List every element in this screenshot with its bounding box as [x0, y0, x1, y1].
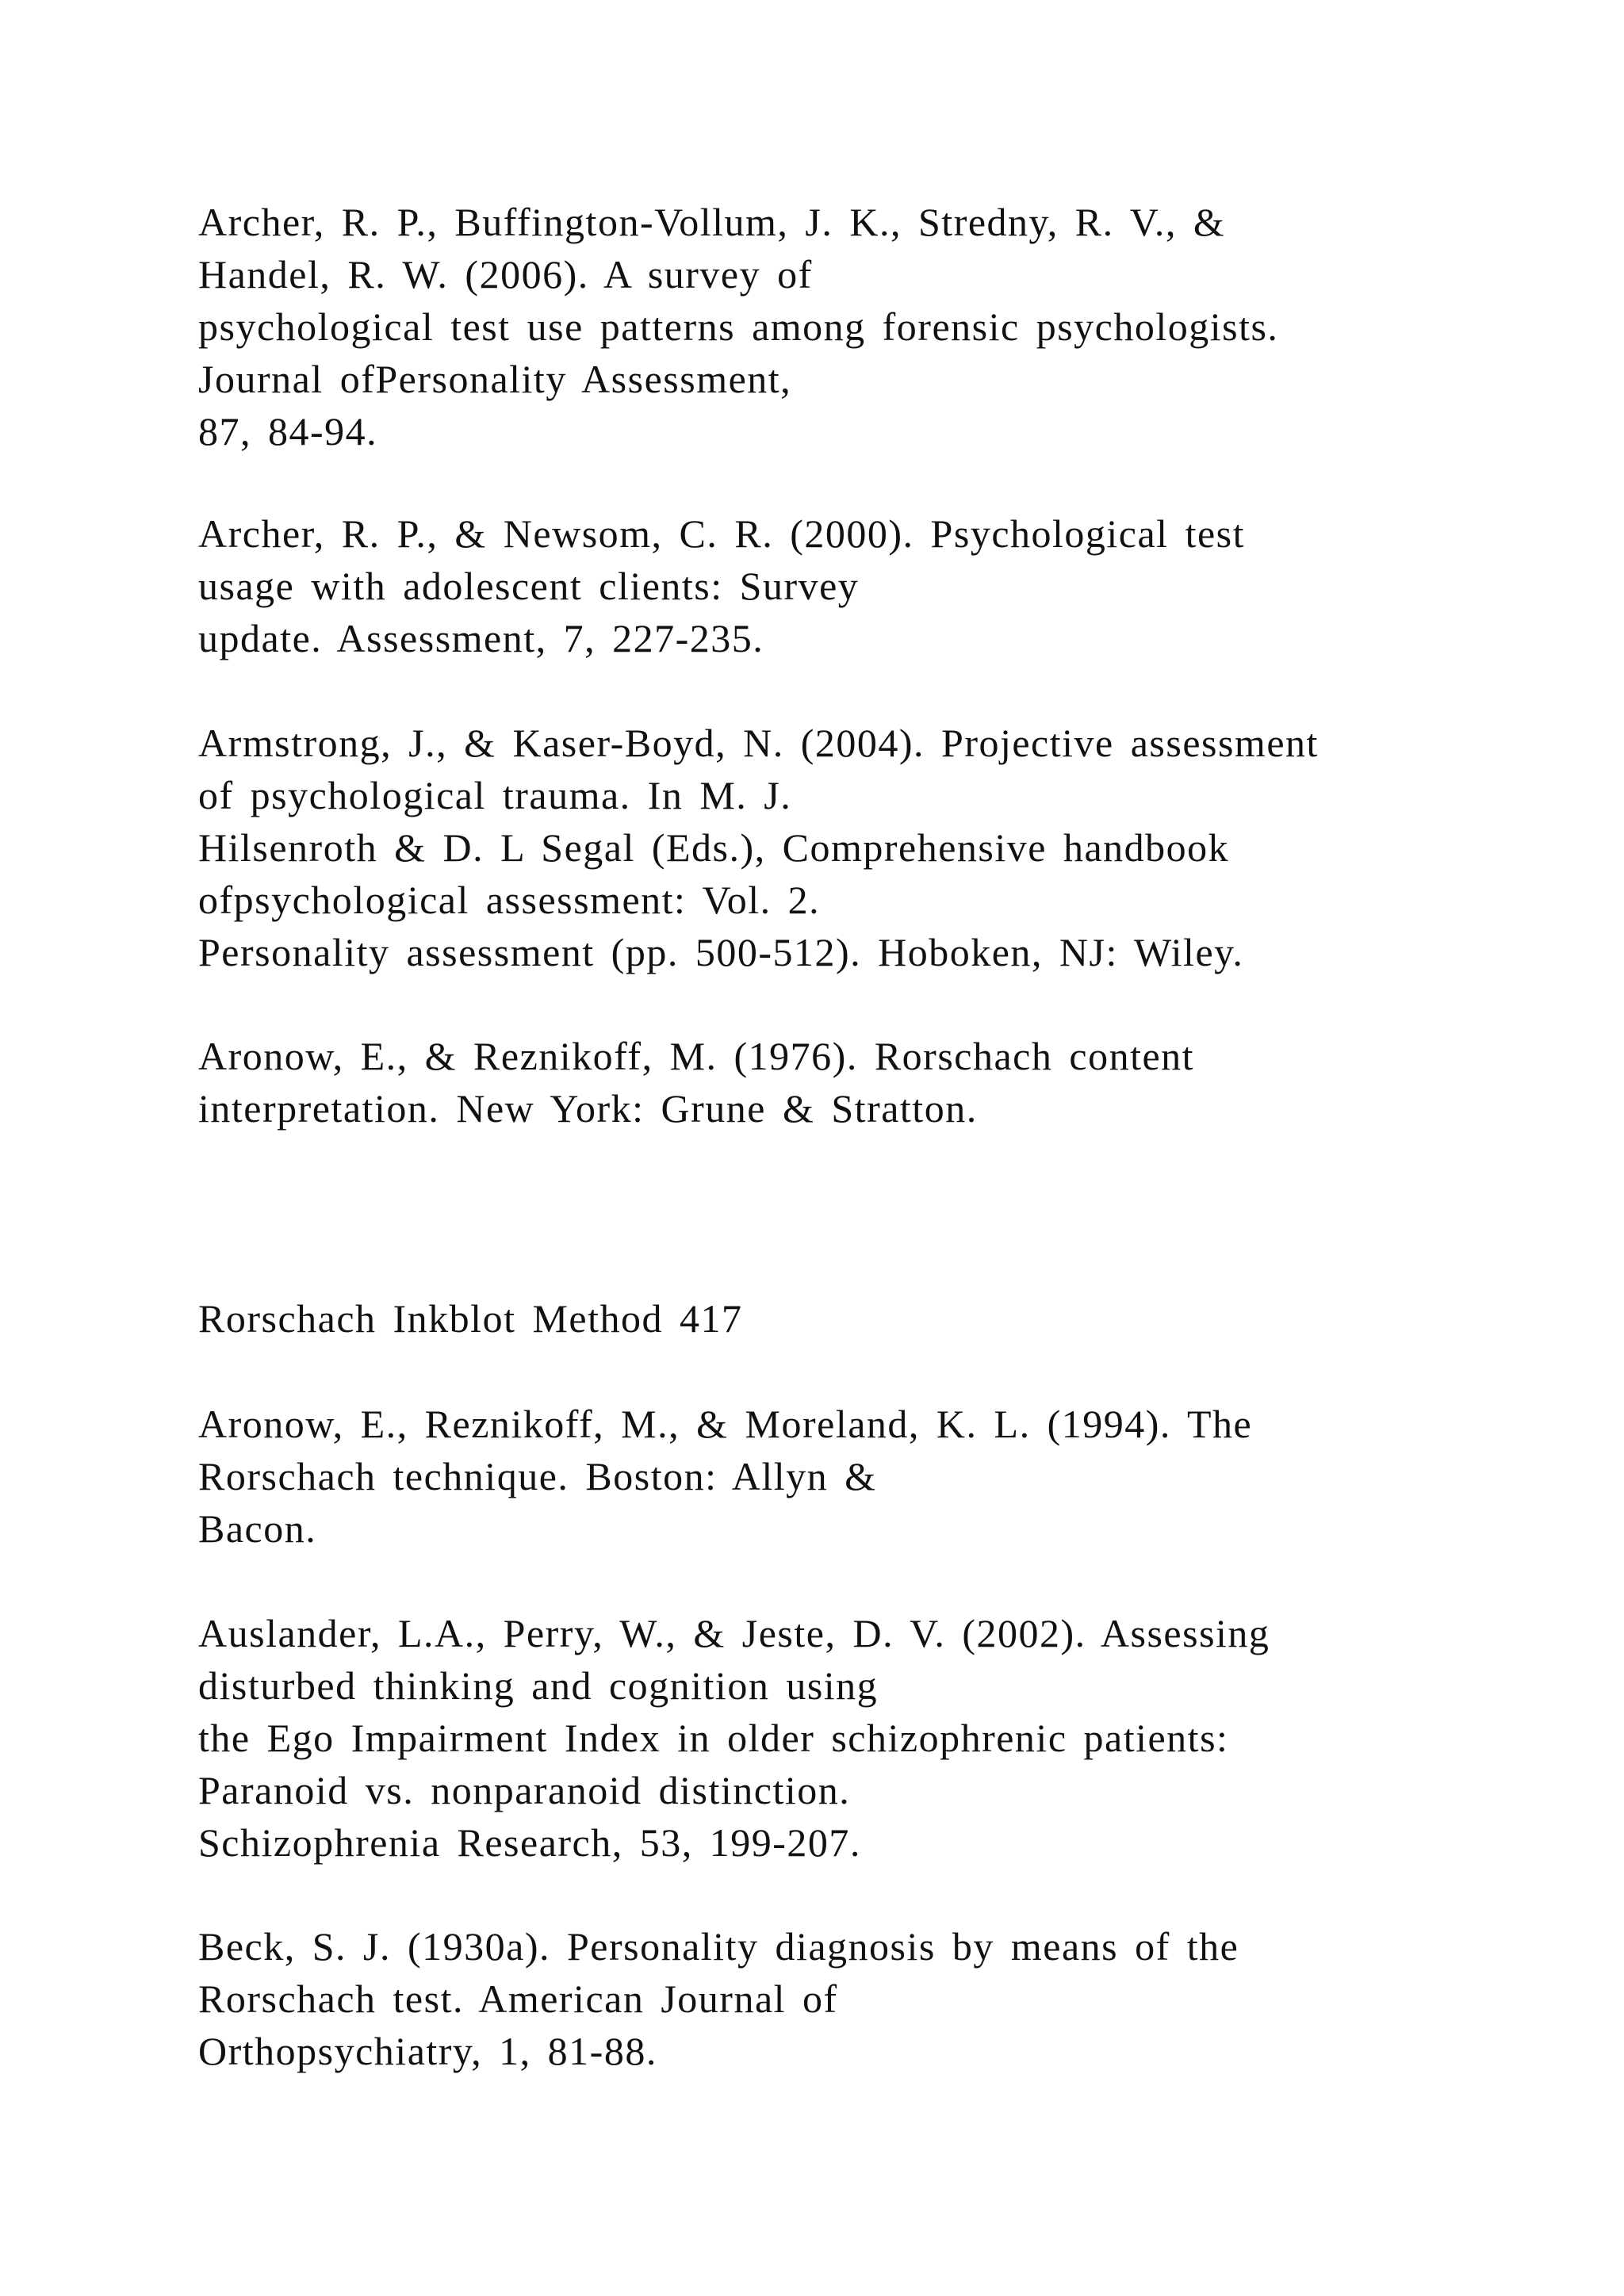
reference-line: 87, 84-94. — [198, 409, 378, 453]
reference-line: Handel, R. W. (2006). A survey of — [198, 252, 813, 297]
reference-line: Aronow, E., & Reznikoff, M. (1976). Rorschach content — [198, 1034, 1195, 1078]
reference-line: Beck, S. J. (1930a). Personality diagnosis by means of the — [198, 1924, 1239, 1969]
running-header-text: Rorschach Inkblot Method 417 — [198, 1296, 743, 1341]
reference-entry — [198, 1030, 1594, 1135]
reference-line: Archer, R. P., Buffington-Vollum, J. K., Stredny, R. V., & — [198, 200, 1226, 244]
reference-line: Auslander, L.A., Perry, W., & Jeste, D. V. (2002). Assessing — [198, 1611, 1270, 1655]
reference-line: ofpsychological assessment: Vol. 2. — [198, 878, 821, 922]
reference-line: psychological test use patterns among forensic psychologists. — [198, 304, 1279, 349]
reference-line: of psychological trauma. In M. J. — [198, 773, 792, 817]
reference-line: Paranoid vs. nonparanoid distinction. — [198, 1768, 851, 1812]
reference-entry — [198, 1398, 1594, 1555]
reference-line: Personality assessment (pp. 500-512). Hoboken, NJ: Wiley. — [198, 930, 1244, 974]
reference-line: Aronow, E., Reznikoff, M., & Moreland, K. L. (1994). The — [198, 1402, 1253, 1446]
reference-line: Archer, R. P., & Newsom, C. R. (2000). Psychological test — [198, 511, 1246, 556]
reference-line: Armstrong, J., & Kaser-Boyd, N. (2004). Projective assessment — [198, 721, 1319, 765]
reference-line: Rorschach test. American Journal of — [198, 1976, 838, 2021]
reference-line: Rorschach technique. Boston: Allyn & — [198, 1454, 877, 1498]
reference-line: update. Assessment, 7, 227-235. — [198, 616, 764, 660]
reference-entry — [198, 1920, 1594, 2077]
reference-line: Hilsenroth & D. L Segal (Eds.), Comprehensive handbook — [198, 825, 1230, 870]
reference-line: Bacon. — [198, 1506, 317, 1551]
reference-line: disturbed thinking and cognition using — [198, 1663, 879, 1708]
reference-line: the Ego Impairment Index in older schizophrenic patients: — [198, 1716, 1229, 1760]
reference-line: interpretation. New York: Grune & Stratton. — [198, 1086, 978, 1131]
reference-entry — [198, 1607, 1594, 1869]
reference-line: usage with adolescent clients: Survey — [198, 564, 860, 608]
reference-entry — [198, 196, 1594, 457]
reference-line: Orthopsychiatry, 1, 81-88. — [198, 2029, 657, 2073]
reference-entry — [198, 507, 1594, 664]
reference-line: Journal ofPersonality Assessment, — [198, 357, 792, 401]
reference-entry — [198, 717, 1594, 978]
running-header — [198, 1292, 1594, 1345]
reference-line: Schizophrenia Research, 53, 199-207. — [198, 1820, 861, 1865]
